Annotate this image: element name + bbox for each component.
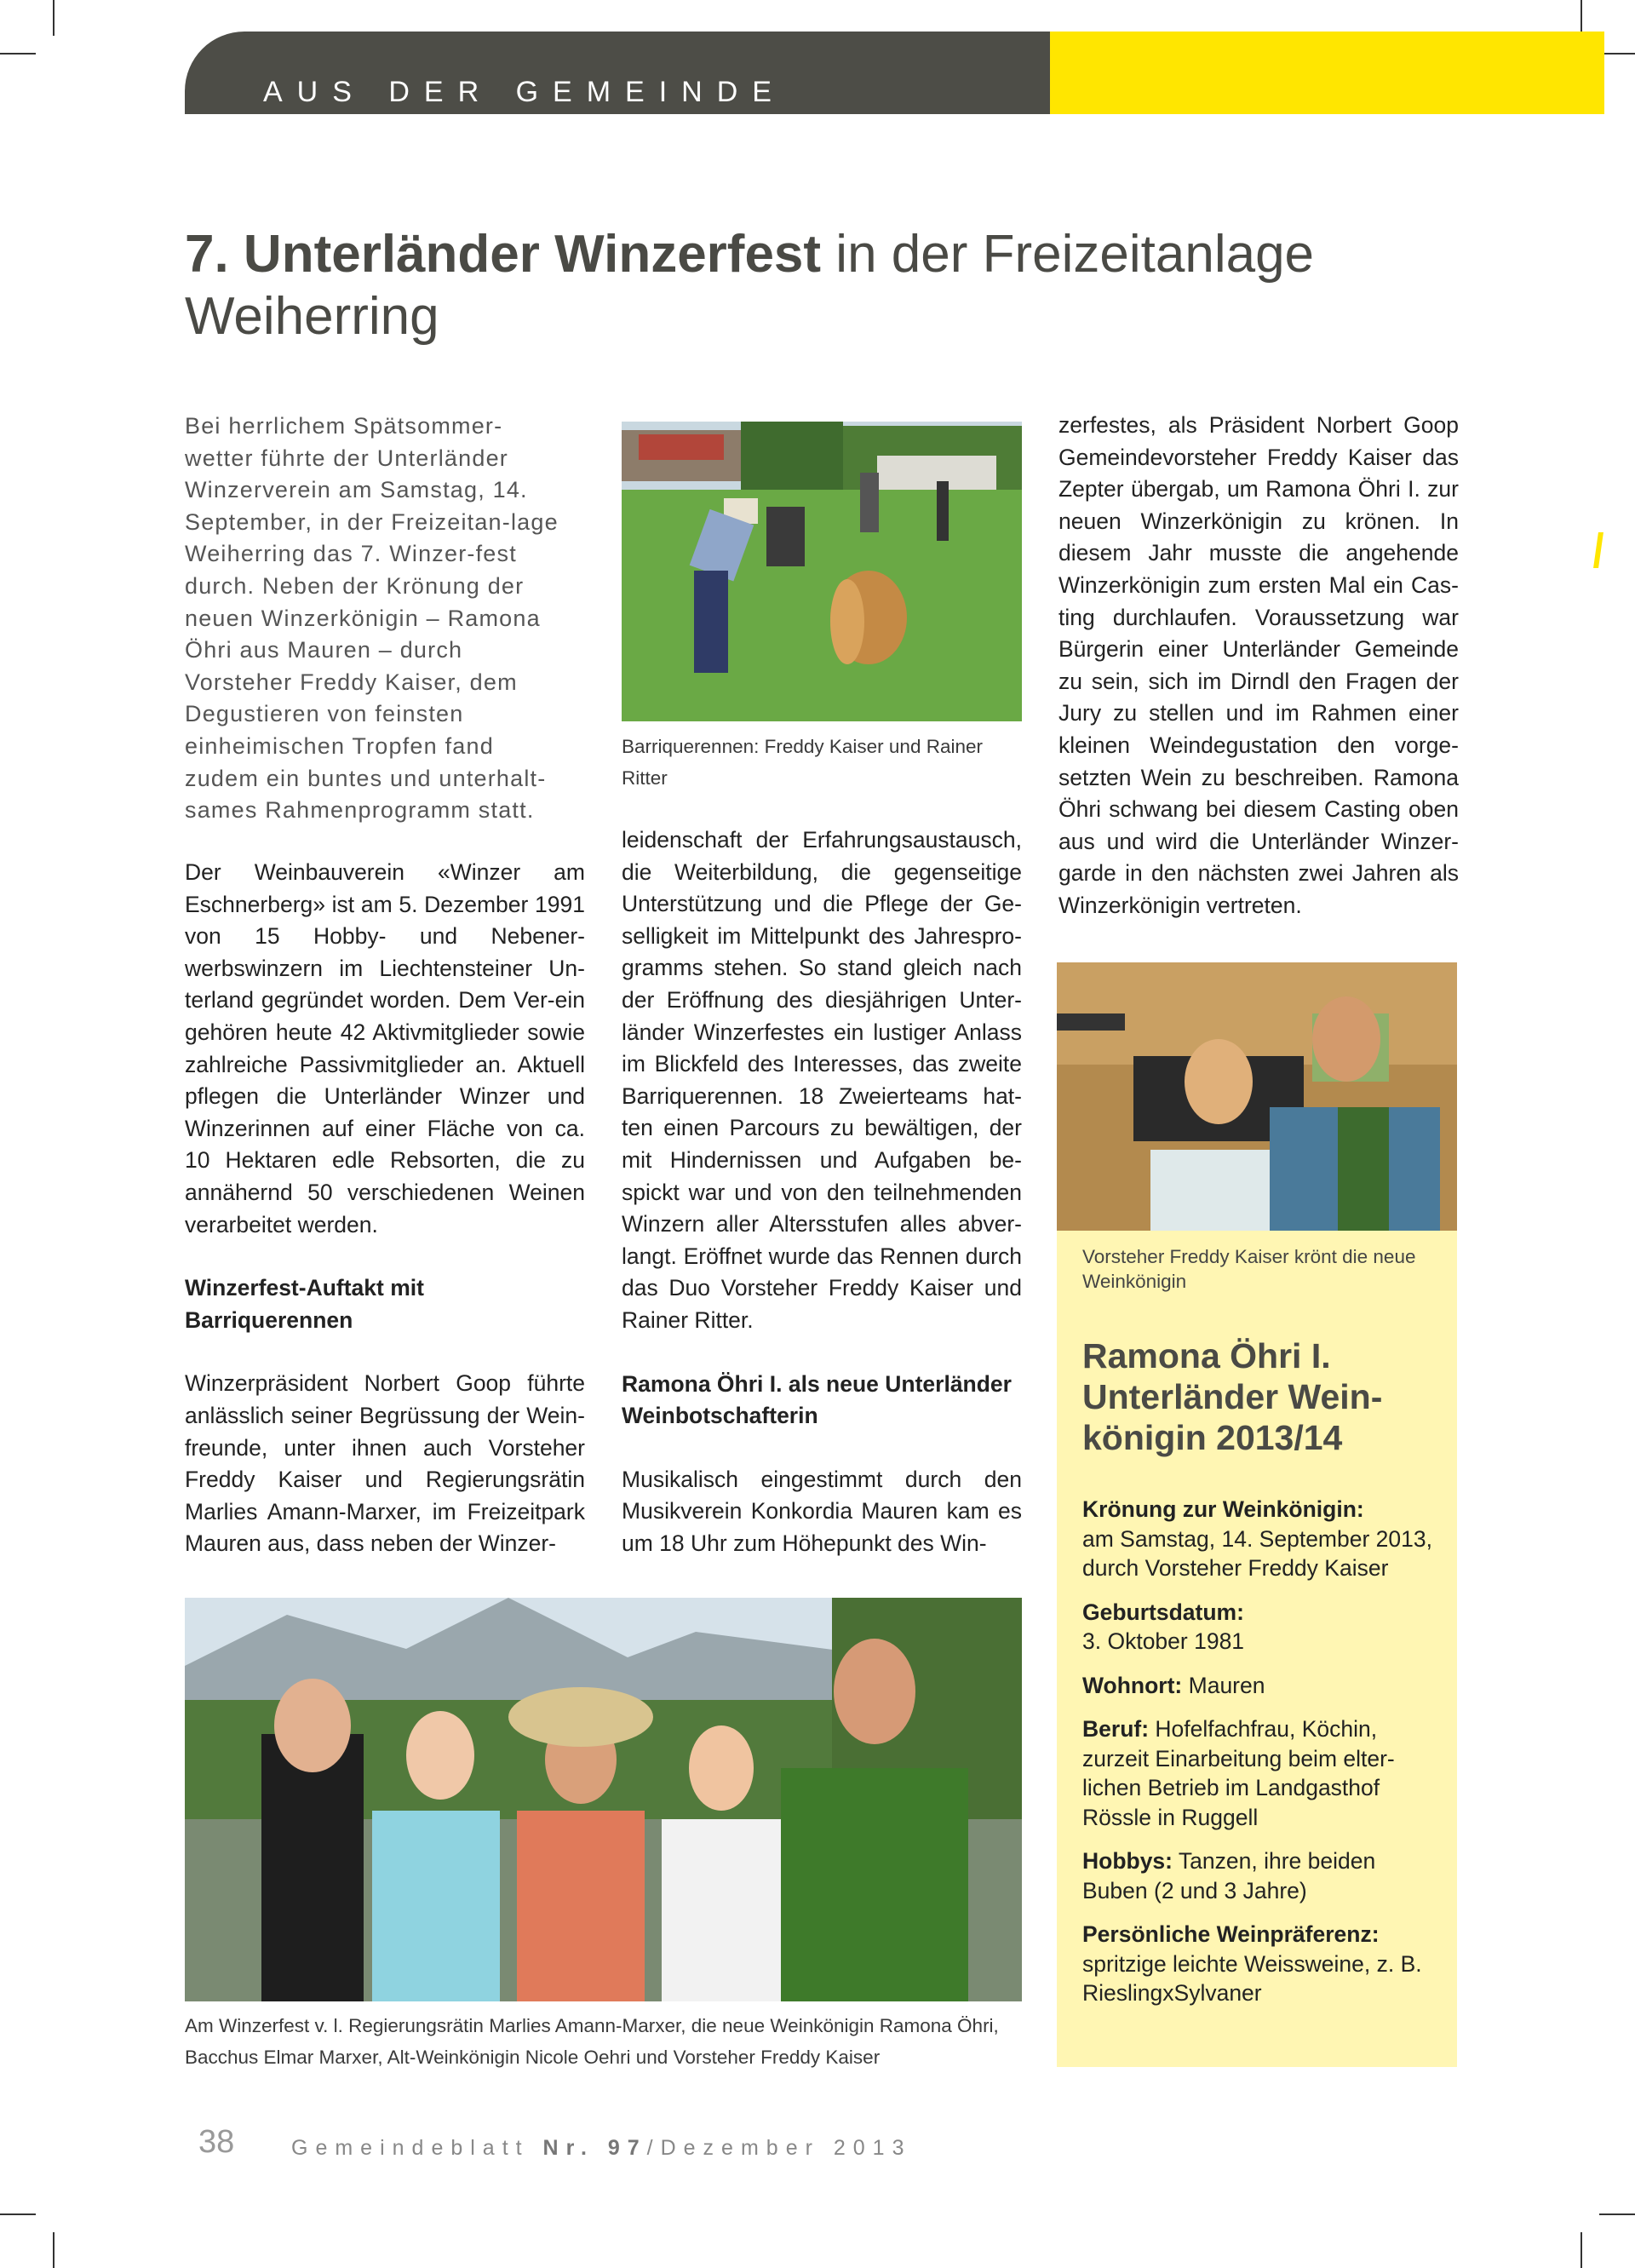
crop-mark	[1580, 0, 1582, 36]
fact-profession	[1082, 1714, 1440, 1832]
fact-label: Hobbys:	[1082, 1848, 1173, 1874]
fact-coronation	[1082, 1495, 1440, 1583]
article-title	[185, 223, 1462, 347]
info-box	[1057, 1231, 1457, 2067]
fact-value: Hofelfachfrau, Köchin, zurzeit Einarbeitung beim elter-lichen Betrieb im Landgasthof Rössle in Ruggell	[1082, 1716, 1395, 1830]
crop-mark	[1599, 2213, 1635, 2215]
group-image	[185, 1598, 1022, 2001]
yellow-mark	[1593, 532, 1603, 568]
section-header	[185, 32, 1050, 114]
column-3	[1058, 410, 1459, 954]
section-label: AUS DER GEMEINDE	[263, 76, 786, 108]
fact-birthdate	[1082, 1598, 1440, 1657]
fact-wine-preference	[1082, 1920, 1440, 2008]
fact-label: Beruf:	[1082, 1716, 1150, 1742]
subheading: Winzerfest-Auftakt mit Barriquerennen	[185, 1275, 424, 1333]
crop-mark	[0, 2213, 36, 2215]
paragraph: zerfestes, als Präsident Norbert Goop Gemeindevorsteher Freddy Kaiser das Zepter übergab, um Ramona Öhri I. zur neuen Winzerkönigin zu krönen. In diesem Jahr musste die angehende Winzerkönigin zum ersten Mal ein Cas-ting durchlaufen. Voraussetzung war Bürgerin einer Unterländer Gemeinde zu sein, sich im Dirndl den Fragen der Jury zu stellen und im Rahmen einer kleinen Weindegustation den vorge-setzten Wein zu beschreiben. Ramona Öhri schwang bei diesem Casting oben aus und wird die Unterländer Winzer-garde in den nächsten zwei Jahren als Winzerkönigin vertreten.	[1058, 412, 1459, 918]
crop-mark	[0, 53, 36, 55]
fact-label: Geburtsdatum:	[1082, 1599, 1244, 1625]
subheading: Ramona Öhri I. als neue Unterländer Weinbotschafterin	[622, 1370, 1012, 1429]
photo-group	[185, 1598, 1022, 2001]
article-lead: Bei herrlichem Spätsommer-wetter führte der Unterländer Winzerverein am Samstag, 14. September, in der Freizeitan-lage Weiherring das 7. Winzer-fest durch. Neben der Krönung der neuen Winzerkönigin – Ramona Öhri aus Mauren – durch Vorsteher Freddy Kaiser, dem Degustieren von feinsten einheimischen Tropfen fand zudem ein buntes und unterhalt-sames Rahmenprogramm statt.	[185, 413, 559, 824]
paragraph: Winzerpräsident Norbert Goop führte anlässlich seiner Begrüssung der Wein-freunde, unter ihnen auch Vorsteher Freddy Kaiser und Regierungsrätin Marlies Amann-Marxer, im Freizeitpark Mauren aus, dass neben der Winzer-	[185, 1370, 585, 1557]
info-box-title: Ramona Öhri I. Unterländer Wein-königin 2013/14	[1082, 1336, 1383, 1457]
photo-barrel-race	[622, 422, 1022, 721]
column-2	[622, 824, 1022, 1591]
fact-hobbies	[1082, 1846, 1440, 1905]
fact-value: spritzige leichte Weissweine, z. B. RieslingxSylvaner	[1082, 1950, 1422, 2006]
publication-name: Gemeindeblatt	[291, 2136, 543, 2160]
crop-mark	[1599, 53, 1635, 55]
paragraph: Musikalisch eingestimmt durch den Musikverein Konkordia Mauren kam es um 18 Uhr zum Höhepunkt des Win-	[622, 1466, 1022, 1556]
page-number: 38	[198, 2124, 235, 2160]
issue-number: Nr. 97	[542, 2136, 647, 2160]
fact-label: Krönung zur Weinkönigin:	[1082, 1496, 1364, 1522]
crop-mark	[53, 2232, 54, 2268]
fact-value: Mauren	[1188, 1672, 1265, 1698]
fact-value: am Samstag, 14. September 2013, durch Vorsteher Freddy Kaiser	[1082, 1525, 1432, 1581]
crowning-image	[1057, 962, 1457, 1233]
photo-crowning	[1057, 962, 1457, 1233]
photo-caption: Am Winzerfest v. l. Regierungsrätin Marlies Amann-Marxer, die neue Weinkönigin Ramona Öhri, Bacchus Elmar Marxer, Alt-Weinkönigin Nicole Oehri und Vorsteher Freddy Kaiser	[185, 2015, 999, 2068]
title-bold: 7. Unterländer Winzerfest	[185, 225, 822, 284]
header-accent	[1050, 32, 1604, 114]
photo-caption: Vorsteher Freddy Kaiser krönt die neue Weinkönigin	[1082, 1246, 1416, 1292]
column-1	[185, 857, 585, 1592]
photo-caption: Barriquerennen: Freddy Kaiser und Rainer Ritter	[622, 736, 983, 789]
facts-list	[1082, 1495, 1440, 2023]
fact-label: Persönliche Weinpräferenz:	[1082, 1921, 1380, 1947]
publication-line	[291, 2136, 911, 2161]
barrel-race-image	[622, 422, 1022, 721]
crop-mark	[53, 0, 54, 36]
crop-mark	[1580, 2232, 1582, 2268]
fact-value: Tanzen, ihre beiden Buben (2 und 3 Jahre)	[1082, 1848, 1376, 1903]
fact-label: Wohnort:	[1082, 1672, 1183, 1698]
title-rest: in der Freizeitanlage Weiherring	[185, 225, 1315, 346]
fact-residence	[1082, 1671, 1440, 1701]
fact-value: 3. Oktober 1981	[1082, 1628, 1245, 1654]
issue-date: /Dezember 2013	[646, 2136, 912, 2160]
paragraph: Der Weinbauverein «Winzer am Eschnerberg» ist am 5. Dezember 1991 von 15 Hobby- und Nebener-werbswinzern im Liechtensteiner Un-terland gegründet worden. Dem Ver-ein gehören heute 42 Aktivmitglieder sowie zahlreiche Passivmitglieder an. Aktuell pflegen die Unterländer Winzer und Winzerinnen auf einer Fläche von ca. 10 Hektaren edle Rebsorten, die zu annähernd 50 verschiedenen Weinen verarbeitet werden.	[185, 859, 585, 1237]
paragraph: leidenschaft der Erfahrungsaustausch, die Weiterbildung, die gegenseitige Unterstützung und die Pflege der Ge-selligkeit im Mittelpunkt des Jahrespro-gramms stehen. So stand gleich nach der Eröffnung des diesjährigen Unter-länder Winzerfestes ein lustiger Anlass im Blickfeld des Interesses, das zweite Barriquerennen. 18 Zweierteams hat-ten einen Parcours zu bewältigen, der mit Hindernissen und Aufgaben be-spickt war und von den teilnehmenden Winzern aller Altersstufen alles abver-langt. Eröffnet wurde das Rennen durch das Duo Vorsteher Freddy Kaiser und Rainer Ritter.	[622, 827, 1022, 1333]
